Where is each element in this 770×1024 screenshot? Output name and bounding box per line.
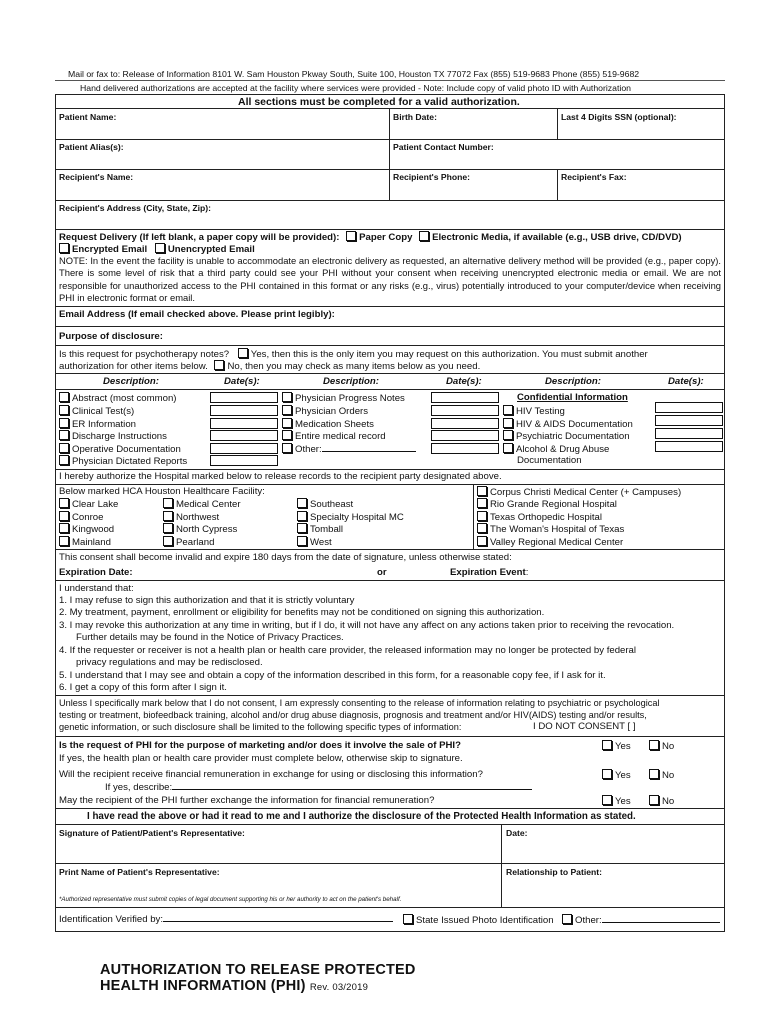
consent-line-2: testing or treatment, biofeedback training, alcohol and/or drug abuse diagnosis, prognosis and treatment and/or HIV(AIDS) testing and/or results,	[59, 710, 647, 720]
encrypted-email-label: Encrypted Email	[72, 244, 148, 255]
west-checkbox[interactable]	[297, 536, 307, 546]
womans-hospital-checkbox[interactable]	[477, 523, 487, 533]
mainland-label: Mainland	[72, 537, 111, 548]
dictated-label: Physician Dictated Reports	[72, 456, 188, 467]
dates-header-2: Date(s):	[446, 376, 482, 387]
encrypted-email-checkbox[interactable]	[59, 243, 69, 253]
understand-item-2: 2. My treatment, payment, enrollment or eligibility for benefits may not be conditioned on signing this authorization.	[59, 607, 545, 618]
recipient-fax-label: Recipient's Fax:	[561, 172, 627, 182]
date-box-other[interactable]	[431, 443, 499, 454]
hiv-testing-label: HIV Testing	[516, 406, 565, 417]
ssn-label: Last 4 Digits SSN (optional):	[561, 112, 677, 122]
orders-label: Physician Orders	[295, 406, 369, 417]
remuneration-question: Will the recipient receive financial remuneration in exchange for using or disclosing this information?	[59, 769, 483, 780]
form-title-line-1: AUTHORIZATION TO RELEASE PROTECTED	[100, 962, 416, 978]
recipient-fax-field[interactable]	[561, 183, 721, 198]
recipient-address-label: Recipient's Address (City, State, Zip):	[59, 203, 211, 213]
hiv-aids-checkbox[interactable]	[503, 418, 513, 428]
understand-item-4: 4. If the requester or receiver is not a health plan or health care provider, the released information may no longer be protected by federal	[59, 645, 637, 656]
desc-header-3: Description:	[545, 376, 601, 387]
west-label: West	[310, 537, 332, 548]
marketing-yes-label: Yes	[615, 741, 631, 752]
expiration-consent-text: This consent shall become invalid and expire 180 days from the date of signature, unless otherwise stated:	[59, 552, 512, 563]
authorized-rep-note: *Authorized representative must submit copies of legal document supporting his or her authority to act on the patient's behalf.	[59, 896, 402, 903]
southeast-checkbox[interactable]	[297, 498, 307, 508]
hand-delivery-note: Hand delivered authorizations are accepted at the facility where services were provided - Note: Include copy of valid photo ID with Authorization	[80, 83, 631, 93]
alcohol-drug-cont: Documentation	[517, 455, 582, 466]
valley-regional-label: Valley Regional Medical Center	[490, 537, 624, 548]
exchange-no-checkbox[interactable]	[649, 795, 659, 805]
expiration-or: or	[377, 567, 387, 578]
state-id-label: State Issued Photo Identification	[416, 915, 554, 926]
recipient-phone-label: Recipient's Phone:	[393, 172, 471, 182]
marketing-question: Is the request of PHI for the purpose of marketing and/or does it involve the sale of PHI?	[59, 740, 461, 751]
corpus-christi-checkbox[interactable]	[477, 486, 487, 496]
alcohol-drug-label: Alcohol & Drug Abuse	[516, 444, 610, 455]
remuneration-yes-label: Yes	[615, 770, 631, 781]
unencrypted-email-checkbox[interactable]	[155, 243, 165, 253]
print-name-label: Print Name of Patient's Representative:	[59, 867, 220, 877]
expiration-event-field[interactable]	[540, 566, 720, 579]
ssn-field[interactable]	[561, 123, 721, 138]
paper-copy-label: Paper Copy	[359, 232, 413, 243]
other-id-field[interactable]	[602, 922, 720, 923]
patient-alias-label: Patient Alias(s):	[59, 142, 124, 152]
pearland-checkbox[interactable]	[163, 536, 173, 546]
authorize-text: I hereby authorize the Hospital marked below to release records to the recipient party designated above.	[59, 471, 502, 482]
progress-notes-label: Physician Progress Notes	[295, 393, 405, 404]
operative-checkbox[interactable]	[59, 443, 69, 453]
womans-hospital-label: The Woman's Hospital of Texas	[490, 524, 625, 535]
discharge-label: Discharge Instructions	[72, 431, 167, 442]
corpus-christi-label: Corpus Christi Medical Center (+ Campuses)	[490, 487, 682, 498]
marketing-no-label: No	[662, 741, 675, 752]
dates-header-1: Date(s):	[224, 376, 260, 387]
understand-intro: I understand that:	[59, 583, 134, 594]
other-id-checkbox[interactable]	[562, 914, 572, 924]
recipient-address-field[interactable]	[60, 214, 720, 228]
understand-item-3: 3. I may revoke this authorization at any time in writing, but if I do, it will not have any affect on any actions taken prior to receiving the revocation.	[59, 620, 675, 631]
date-box-clinical[interactable]	[210, 405, 278, 416]
abstract-checkbox[interactable]	[59, 392, 69, 402]
understand-item-1: 1. I may refuse to sign this authorization and that it is strictly voluntary	[59, 595, 355, 606]
understand-item-5: 5. I understand that I may see and obtain a copy of the information described in this form, for a reasonable copy fee, if I ask for it.	[59, 670, 606, 681]
describe-label: If yes, describe:	[105, 782, 173, 793]
specialty-mc-label: Specialty Hospital MC	[310, 512, 404, 523]
psychotherapy-yes-text: Yes, then this is the only item you may request on this authorization. You must submit another	[250, 349, 648, 360]
id-verified-label: Identification Verified by:	[59, 914, 163, 925]
exchange-no-label: No	[662, 796, 675, 807]
date-box-orders[interactable]	[431, 405, 499, 416]
recipient-phone-field[interactable]	[393, 183, 553, 198]
consent-line-1: Unless I specifically mark below that I do not consent, I am expressly consenting to the release of information relating to psychiatric or psychological	[59, 698, 660, 708]
psychotherapy-question: Is this request for psychotherapy notes?	[59, 349, 230, 360]
mainland-checkbox[interactable]	[59, 536, 69, 546]
dates-header-3: Date(s):	[668, 376, 704, 387]
signature-field[interactable]	[60, 840, 496, 862]
psychiatric-checkbox[interactable]	[503, 430, 513, 440]
mail-instructions: Mail or fax to: Release of Information 8101 W. Sam Houston Pkway South, Suite 100, Houston TX 77072 Fax (855) 519-9683 Phone (855) 519-9682	[68, 69, 640, 79]
psychotherapy-no-checkbox[interactable]	[214, 360, 224, 370]
marketing-no-checkbox[interactable]	[649, 740, 659, 750]
birth-date-field[interactable]	[393, 123, 553, 138]
date-box-abstract[interactable]	[210, 392, 278, 403]
medication-checkbox[interactable]	[282, 418, 292, 428]
signature-label: Signature of Patient/Patient's Representative:	[59, 828, 245, 838]
date-box-medication[interactable]	[431, 418, 499, 429]
expiration-date-field[interactable]	[150, 566, 370, 579]
date-box-progress[interactable]	[431, 392, 499, 403]
kingwood-checkbox[interactable]	[59, 523, 69, 533]
patient-contact-field[interactable]	[393, 153, 718, 168]
print-name-field[interactable]	[60, 878, 496, 892]
north-cypress-checkbox[interactable]	[163, 523, 173, 533]
patient-name-field[interactable]	[60, 123, 385, 138]
desc-header-2: Description:	[323, 376, 379, 387]
entire-record-checkbox[interactable]	[282, 430, 292, 440]
alcohol-drug-checkbox[interactable]	[503, 443, 513, 453]
remuneration-yes-checkbox[interactable]	[602, 769, 612, 779]
psychiatric-label: Psychiatric Documentation	[516, 431, 630, 442]
understand-item-6: 6. I get a copy of this form after I sign it.	[59, 682, 227, 693]
all-sections-heading: All sections must be completed for a valid authorization.	[238, 96, 520, 108]
exchange-yes-checkbox[interactable]	[602, 795, 612, 805]
remuneration-no-label: No	[662, 770, 675, 781]
specialty-mc-checkbox[interactable]	[297, 511, 307, 521]
other-id-label: Other:	[575, 915, 602, 926]
abstract-label: Abstract (most common)	[72, 393, 177, 404]
date-box-operative[interactable]	[210, 443, 278, 454]
confidential-heading: Confidential Information	[517, 392, 628, 403]
sig-date-label: Date:	[506, 828, 528, 838]
state-id-checkbox[interactable]	[403, 914, 413, 924]
recipient-name-label: Recipient's Name:	[59, 172, 134, 182]
discharge-checkbox[interactable]	[59, 430, 69, 440]
patient-alias-field[interactable]	[60, 153, 385, 168]
date-box-alcohol[interactable]	[655, 441, 723, 452]
date-box-hiv-testing[interactable]	[655, 402, 723, 413]
date-box-dictated[interactable]	[210, 455, 278, 466]
medical-center-checkbox[interactable]	[163, 498, 173, 508]
exchange-yes-label: Yes	[615, 796, 631, 807]
understand-item-4-cont: privacy regulations and may be redisclosed.	[76, 657, 263, 668]
other-record-label: Other:	[295, 444, 322, 455]
email-address-label: Email Address (If email checked above. Please print legibly):	[59, 309, 335, 320]
pearland-label: Pearland	[176, 537, 215, 548]
purpose-field[interactable]	[180, 331, 720, 343]
id-verified-field[interactable]	[163, 921, 393, 922]
er-info-label: ER Information	[72, 419, 136, 430]
consent-line-3: genetic information, or such disclosure shall be limited to the following specific types of information:	[59, 722, 462, 732]
form-title-line-2: HEALTH INFORMATION (PHI)	[100, 978, 306, 994]
do-not-consent[interactable]: I DO NOT CONSENT [ ]	[533, 721, 636, 732]
date-box-entire[interactable]	[431, 430, 499, 441]
psychotherapy-yes-checkbox[interactable]	[238, 348, 248, 358]
recipient-name-field[interactable]	[60, 183, 385, 198]
revision-label: Rev. 03/2019	[309, 982, 369, 993]
clinical-tests-label: Clinical Test(s)	[72, 406, 135, 417]
marketing-yes-checkbox[interactable]	[602, 740, 612, 750]
purpose-label: Purpose of disclosure:	[59, 331, 163, 342]
rio-grande-checkbox[interactable]	[477, 498, 487, 508]
desc-header-1: Description:	[103, 376, 159, 387]
relationship-field[interactable]	[506, 878, 720, 904]
north-cypress-label: North Cypress	[176, 524, 238, 535]
understand-item-3-cont: Further details may be found in the Notice of Privacy Practices.	[76, 632, 344, 643]
psychotherapy-cont-text: authorization for other items below.	[59, 361, 208, 372]
tomball-label: Tomball	[310, 524, 344, 535]
facility-below-label: Below marked HCA Houston Healthcare Facility:	[59, 486, 265, 497]
medical-center-label: Medical Center	[176, 499, 241, 510]
hiv-testing-checkbox[interactable]	[503, 405, 513, 415]
birth-date-label: Birth Date:	[393, 112, 437, 122]
date-box-hiv-aids[interactable]	[655, 415, 723, 426]
expiration-event-colon: :	[525, 567, 529, 578]
tomball-checkbox[interactable]	[297, 523, 307, 533]
other-record-field[interactable]	[322, 451, 416, 452]
date-box-discharge[interactable]	[210, 430, 278, 441]
other-record-checkbox[interactable]	[282, 443, 292, 453]
er-info-checkbox[interactable]	[59, 418, 69, 428]
orders-checkbox[interactable]	[282, 405, 292, 415]
clear-lake-label: Clear Lake	[72, 499, 119, 510]
progress-notes-checkbox[interactable]	[282, 392, 292, 402]
clinical-tests-checkbox[interactable]	[59, 405, 69, 415]
northwest-checkbox[interactable]	[163, 511, 173, 521]
unencrypted-email-label: Unencrypted Email	[167, 244, 255, 255]
describe-field[interactable]	[172, 789, 532, 790]
texas-ortho-label: Texas Orthopedic Hospital	[490, 512, 602, 523]
date-box-er[interactable]	[210, 418, 278, 429]
electronic-media-label: Electronic Media, if available (e.g., USB drive, CD/DVD)	[432, 232, 682, 243]
date-box-psychiatric[interactable]	[655, 428, 723, 439]
medication-label: Medication Sheets	[295, 419, 374, 430]
patient-name-label: Patient Name:	[59, 112, 117, 122]
operative-label: Operative Documentation	[72, 444, 181, 455]
relationship-label: Relationship to Patient:	[506, 867, 602, 877]
expiration-date-label: Expiration Date:	[59, 567, 133, 578]
psychotherapy-no-text: No, then you may check as many items below as you need.	[227, 361, 481, 372]
authorization-statement: I have read the above or had it read to me and I authorize the disclosure of the Protected Health Information as stated.	[87, 811, 636, 822]
expiration-event-label: Expiration Event	[450, 567, 526, 578]
patient-contact-label: Patient Contact Number:	[393, 142, 494, 152]
marketing-note: If yes, the health plan or health care provider must complete below, otherwise skip to signature.	[59, 753, 463, 764]
dictated-checkbox[interactable]	[59, 455, 69, 465]
valley-regional-checkbox[interactable]	[477, 536, 487, 546]
southeast-label: Southeast	[310, 499, 354, 510]
rio-grande-label: Rio Grande Regional Hospital	[490, 499, 617, 510]
email-address-field[interactable]	[370, 309, 720, 323]
conroe-checkbox[interactable]	[59, 511, 69, 521]
conroe-label: Conroe	[72, 512, 104, 523]
paper-copy-checkbox[interactable]	[346, 231, 356, 241]
electronic-media-checkbox[interactable]	[419, 231, 429, 241]
kingwood-label: Kingwood	[72, 524, 115, 535]
delivery-note: NOTE: In the event the facility is unable to accommodate an electronic delivery as requested, an alternative delivery method will be provided (e.g., paper copy). There is some level of risk that a third party could see your PHI without your consent when receiving unencrypted electronic media or email. We are not responsible for unauthorized access to the PHI contained in this format or any risks (e.g., virus) potentially introduced to your computer/device when receiving PHI in electronic format or email.	[59, 255, 721, 304]
remuneration-no-checkbox[interactable]	[649, 769, 659, 779]
hiv-aids-label: HIV & AIDS Documentation	[516, 419, 633, 430]
texas-ortho-checkbox[interactable]	[477, 511, 487, 521]
further-exchange-question: May the recipient of the PHI further exchange the information for financial remuneration?	[59, 795, 435, 806]
clear-lake-checkbox[interactable]	[59, 498, 69, 508]
northwest-label: Northwest	[176, 512, 220, 523]
delivery-label: Request Delivery (If left blank, a paper copy will be provided):	[59, 232, 340, 243]
entire-record-label: Entire medical record	[295, 431, 386, 442]
sig-date-field[interactable]	[506, 840, 720, 862]
